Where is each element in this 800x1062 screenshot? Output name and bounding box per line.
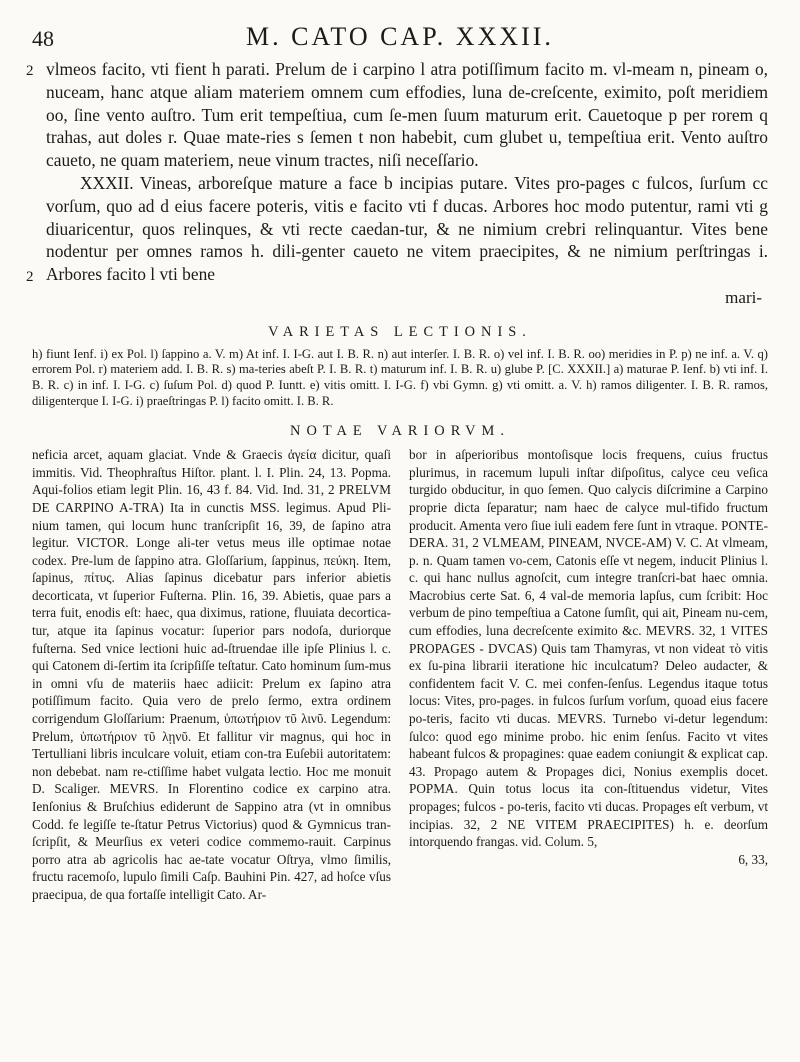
variants-text: h) fiunt Ienf. i) ex Pol. l) ſappino a. V. m) At inf. I. I-G. aut I. B. R. n) aut interſer. I. B. R. o) vel inf. I. B. R. oo) meridies in P. p) ne inf. a. V. q) errorem Pol. r) materiem add. I. B. R. s) ma-teries abeſt P. I. B. R. t) maturum inf. I. B. R. u) glube P. [C. XXXII.] a) maturae P. Ienf. b) vti inf. I. B. R. c) in inf. I. I-G. c) ſuſum Pol. d) quod P. Iuntt. e) vitis omitt. I. I-G. f) vbi Gymn. g) vti omitt. a. V. h) ramos diligenter. I. B. R. ramos, diligenterque I. I-G. i) praeſtringas P. l) facito omitt. I. B. R. xyxy=(32,346,768,408)
notes-right-column xyxy=(409,446,768,903)
page-number: 48 xyxy=(32,26,54,51)
variants-title: VARIETAS LECTIONIS. xyxy=(268,323,532,340)
footer-reference: 6, 33, xyxy=(738,851,768,867)
main-text xyxy=(26,58,768,310)
book-page xyxy=(26,18,768,904)
notes-left-column xyxy=(32,446,391,903)
main-paragraph: vlmeos facito, vti fient h parati. Prelum de i carpino l atra potiſſimum facito m. vl-meam n, pineam o, nuceam, hanc atque aliam materiem omnem cum effodies, luna de-creſcente, eximito, poſt meridiem oo, ſine vento auſtro. Tum erit tempeſtiua, cum ſe-men ſuum maturum erit. Cauetoque p per rorem q trahas, aut doles r. Quae mate-ries s ſemen t non habebit, cum glubet u, tempeſtiua erit. Vento auſtro caueto, ne quam materiem, neue vinum tractes, niſi neceſſario. xyxy=(46,59,768,171)
notes-text: neficia arcet, aquam glaciat. Vnde & Graecis ἀγεία dicitur, quaſi immitis. Vid. Theophraſtus Hiſtor. plant. l. I. Plin. 24, 13. Popma. Aqui-folios etiam legit Plin. 16, 43 f. 84. Vid. Ind. 31, 2 PRELVM DE CARPINO A-TRA) Ita in cunctis MSS. legimus. Apud Pli-nium tamen, qui locum hunc tranſcripſit 16, 39, de ſapino atra legitur. VICTOR. Longe ali-ter vetus meus ille optimae notae codex. Pre-lum de ſappino atra. Gloſſarium, ſappinus, πεύκη. Item, ſapinus, πίτυς. Alias ſapinus dicebatur pars inferior abietis decorticata, vt ſuperior Fuſterna. Plin. 16, 39. Abietis, quae pars a terra fuit, enodis eſt: haec, qua diximus, ratione, fluuiata decortica-tur, atque ita ſapinus vocatur: ſuperior pars nodoſa, duriorque fuſterna. Sed vnice lectioni huic ad-ſtruendae ille ipſe Plinius l. c. qui Catonem di-ſertim ita ſcripſiſſe teſtatur. Cato hominum ſum-mus in omni vſu de materiis haec adiicit: Prelum ex ſapino atra potiſſimum facito. Quia vero de prelo ſermo, extra ordinem corrigendum Gloſſarium: Praenum, ὑπωτήριον τῦ λινῦ. Legendum: Prelum, ὑπωτήριον τῦ λῃνῦ. Et fallitur vir magnus, qui hoc in Tertulliani libris inculcare voluit, etiam con-tra Euſebii autoritatem: non debebat. nam re-ctiſſime habet vulgata lectio. Hoc me monuit D. Scaliger. MEVRS. In Florentino codice ex carpino atra. Ienſonius & Bruſchius ediderunt de Sappino atra (vt in omnibus Codd. fe legiſſe te-ſtatur Petrus Victorius) quod & Gymnicus tran-ſcripſit, & Meurſius ex veteri codice commemo-rauit. Carpinus porro atra ab agricolis hac ae-tate vocatur Oſtrya, vlmo ſimilis, fructu racemoſo, lupulo ſimili Caſp. Bauhini Pin. 427, ad hoſce vſus praecipua, de qua fortaſſe intelligit Cato. Ar- xyxy=(32,447,391,902)
running-head: M. CATO CAP. XXXII. xyxy=(246,22,554,51)
variants-apparatus xyxy=(32,347,768,409)
notes-text: bor in aſperioribus montoſisque locis frequens, cuius fructus plurimus, in racemum lupuli inſtar diſpoſitus, calyce ceu veſica turgido obducitur, in quo ſemen. Quo calycis diſcrimine a Carpino proprie dicta ſeparatur; nam haec de calyce mul-tifido fructum producit. Amenta vero ſiue iuli eadem fere ſunt in vtraque. PONTE-DERA. 31, 2 VLMEAM, PINEAM, NVCE-AM) V. C. At vlmeam, p. n. Quam tamen vo-cem, Catonis eſſe vt negem, inducit Plinius l. c. qui hanc nullus agnoſcit, cum integre tranſcri-bat haec omnia. Macrobius certe Sat. 6, 4 val-de memoria lapſus, cum ſcribit: Hoc verbum de pino tempeſtiua a Catone ſumſit, qui ait, Pineam nu-cem, cum effodies, luna decreſcente eximito &c. MEVRS. 32, 1 VITES PROPAGES - DVCAS) Quis tam Thamyras, vt non videat τὸ vitis ex ſu-pina librarii iteratione hic inculcatum? Deleo audacter, & confidentem facit V. C. mei confen-ſenſus. Legendus itaque totus locus: Vites, pro-pages. in fulcos ſurſum vorſum, quoad eius facere po-teris, facito vti ducas. MEVRS. Turnebo vi-detur legendum: ſulco: quod ego minime probo. hic enim ſenſus. Facito vt vites habeant fulcos & propagines: quae eadem coniungit & explicat cap. 43. Propago autem & Propages dici, Nonius exemplis docet. POPMA. Quin totus locus ita con-ſtituendus videtur, Vites propages; fulcos - po-teris, facito vti ducas. Propages eſt verbum, vt incipias. 32, 2 NE VITEM PRAECIPITES) h. e. deorſum intorquendo frangas. vid. Colum. 5, xyxy=(409,447,768,850)
notes-title: NOTAE VARIORVM. xyxy=(290,423,510,440)
line-number: 2 xyxy=(26,63,34,79)
catchword: mari- xyxy=(725,287,762,307)
main-paragraph: XXXII. Vineas, arboreſque mature a face b incipias putare. Vites pro-pages c fulcos, ſurſum cc vorſum, quo ad d eius facere poteris, vitis e facito vti f ducas. Arbores hoc modo putentur, rami vti g diuaricentur, quos relinques, & vti recte caedan-tur, & ne nimium crebri relinquantur. Vites bene nodentur per omnes ramos h. dili-genter caueto ne vitem praecipites, & ne nimium perſtringas i. Arbores facito l vti bene xyxy=(46,172,768,285)
notes-columns xyxy=(32,446,768,903)
line-number: 2 xyxy=(26,269,34,285)
page-header xyxy=(32,18,768,58)
